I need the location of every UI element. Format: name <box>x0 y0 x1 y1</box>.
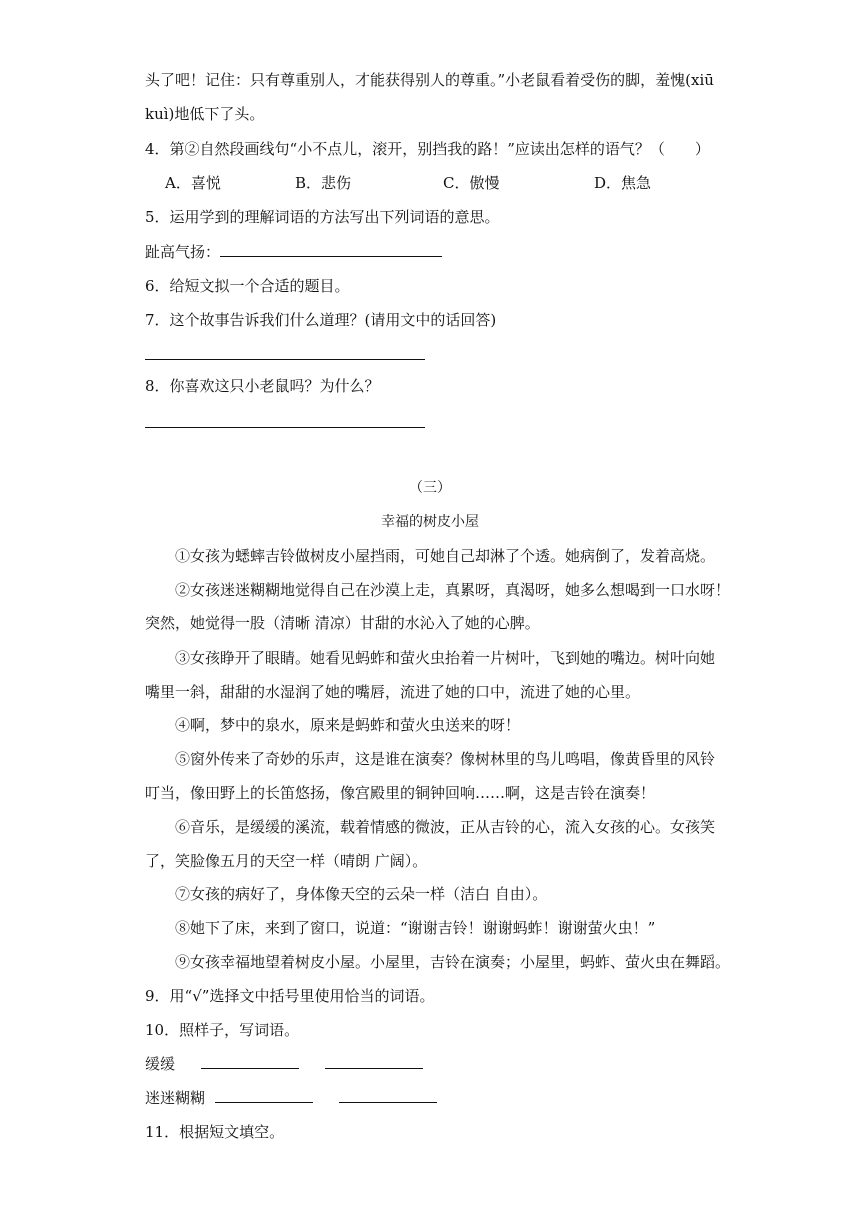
paragraph-4: ④啊，梦中的泉水，原来是蚂蚱和萤火虫送来的呀！ <box>175 716 521 734</box>
q5-answer-blank[interactable] <box>220 242 442 257</box>
q4-option-b[interactable]: B．悲伤 <box>295 174 352 192</box>
question-11: 11．根据短文填空。 <box>145 1123 285 1141</box>
passage-continuation-line1: 头了吧！记住：只有尊重别人，才能获得别人的尊重。”小老鼠看着受伤的脚，羞愧(xiū <box>145 71 714 89</box>
q10-example-1: 缓缓 <box>145 1055 176 1073</box>
q7-answer-line[interactable] <box>145 359 425 360</box>
question-8: 8．你喜欢这只小老鼠吗？为什么？ <box>145 377 380 395</box>
paragraph-6-line2: 了，笑脸像五月的天空一样（晴朗 广阔）。 <box>145 852 428 870</box>
paragraph-9: ⑨女孩幸福地望着树皮小屋。小屋里，吉铃在演奏；小屋里，蚂蚱、萤火虫在舞蹈。 <box>175 953 731 971</box>
q10-blank-2a[interactable] <box>215 1088 313 1103</box>
paragraph-3-line2: 嘴里一斜，甜甜的水湿润了她的嘴唇，流进了她的口中，流进了她的心里。 <box>145 683 641 701</box>
paragraph-6-line1: ⑥音乐，是缓缓的溪流，载着情感的微波，正从吉铃的心，流入女孩的心。女孩笑 <box>175 818 716 836</box>
paragraph-2-line1: ②女孩迷迷糊糊地觉得自己在沙漠上走，真累呀，真渴呀，她多么想喝到一口水呀！ <box>175 581 731 599</box>
passage-title: 幸福的树皮小屋 <box>381 514 479 530</box>
question-9: 9．用“√”选择文中括号里使用恰当的词语。 <box>145 987 435 1005</box>
paragraph-1: ①女孩为蟋蟀吉铃做树皮小屋挡雨，可她自己却淋了个透。她病倒了，发着高烧。 <box>175 547 716 565</box>
q10-blank-1b[interactable] <box>325 1054 423 1069</box>
paragraph-7: ⑦女孩的病好了，身体像天空的云朵一样（洁白 自由）。 <box>175 885 548 903</box>
paragraph-3-line1: ③女孩睁开了眼睛。她看见蚂蚱和萤火虫抬着一片树叶，飞到她的嘴边。树叶向她 <box>175 649 716 667</box>
q4-option-a[interactable]: A．喜悦 <box>165 174 221 192</box>
paragraph-5-line2: 叮当，像田野上的长笛悠扬，像宫殿里的铜钟回响……啊，这是吉铃在演奏！ <box>145 784 656 802</box>
q10-blank-1a[interactable] <box>201 1054 299 1069</box>
paragraph-5-line1: ⑤窗外传来了奇妙的乐声，这是谁在演奏？像树林里的鸟儿鸣唱，像黄昏里的风铃 <box>175 750 716 768</box>
q10-blank-2b[interactable] <box>339 1088 437 1103</box>
question-6: 6．给短文拟一个合适的题目。 <box>145 277 350 295</box>
paragraph-2-line2: 突然，她觉得一股（清晰 清凉）甘甜的水沁入了她的心脾。 <box>145 614 540 632</box>
q5-term: 趾高气扬： <box>145 243 221 261</box>
q10-example-2: 迷迷糊糊 <box>145 1089 206 1107</box>
q8-answer-line[interactable] <box>145 427 425 428</box>
q4-option-c[interactable]: C．傲慢 <box>443 174 500 192</box>
q5-term-row <box>145 242 442 262</box>
question-7: 7．这个故事告诉我们什么道理？(请用文中的话回答) <box>145 311 497 329</box>
q4-option-d[interactable]: D．焦急 <box>594 174 652 192</box>
paragraph-8: ⑧她下了床，来到了窗口，说道：“谢谢吉铃！谢谢蚂蚱！谢谢萤火虫！” <box>175 919 656 937</box>
passage-continuation-line2: kuì)地低下了头。 <box>145 105 265 123</box>
section-number: （三） <box>409 480 451 496</box>
question-10: 10．照样子，写词语。 <box>145 1021 300 1039</box>
question-5: 5．运用学到的理解词语的方法写出下列词语的意思。 <box>145 208 500 226</box>
question-4: 4．第②自然段画线句“小不点儿，滚开，别挡我的路！”应读出怎样的语气？（ ） <box>145 140 710 158</box>
